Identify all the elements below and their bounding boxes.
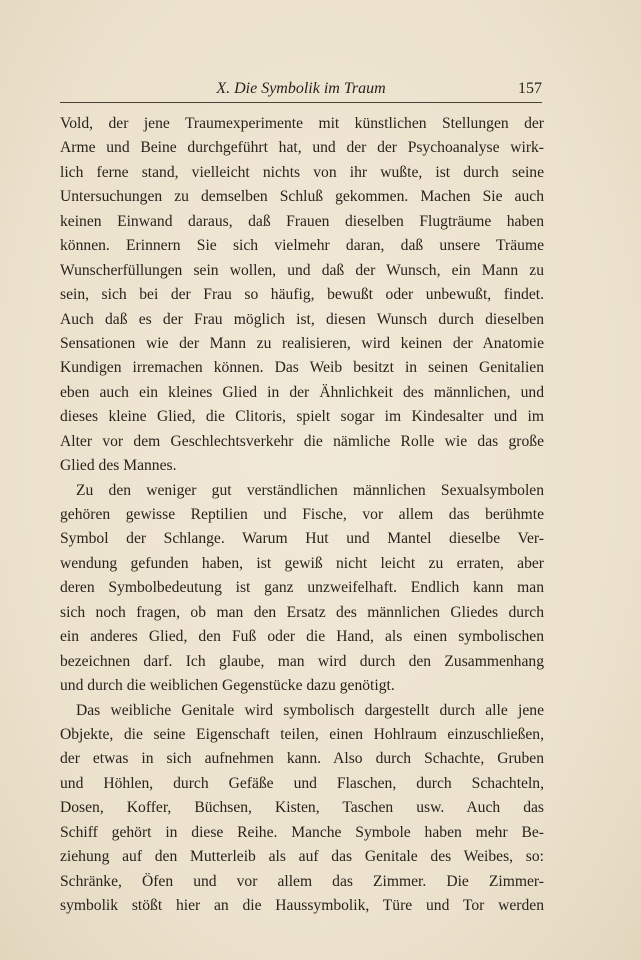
text-line: ziehung auf den Mutterleib als auf das Genitale des Weibes, so:	[60, 848, 544, 866]
text-line: ein anderes Glied, den Fuß oder die Hand, als einen symbolischen	[60, 628, 544, 646]
text-line: eben auch ein kleines Glied in der Ähnlichkeit des männlichen, und	[60, 383, 544, 401]
text-line: Untersuchungen zu demselben Schluß gekommen. Machen Sie auch	[60, 188, 544, 206]
text-line: dieses kleine Glied, die Clitoris, spielt sogar im Kindesalter und im	[60, 408, 544, 426]
body-text	[60, 112, 544, 918]
text-line: der etwas in sich aufnehmen kann. Also durch Schachte, Gruben	[60, 750, 544, 768]
text-line: sein, sich bei der Frau so häufig, bewußt oder unbewußt, findet.	[60, 286, 544, 304]
text-line: und Höhlen, durch Gefäße und Flaschen, durch Schachteln,	[60, 774, 544, 792]
text-line: Alter vor dem Geschlechtsverkehr die nämliche Rolle wie das große	[60, 432, 544, 450]
text-line: Objekte, die seine Eigenschaft teilen, einen Hohlraum einzuschließen,	[60, 725, 544, 743]
text-line: Symbol der Schlange. Warum Hut und Mantel dieselbe Ver-	[60, 530, 544, 548]
text-line: Kundigen irremachen können. Das Weib besitzt in seinen Genitalien	[60, 359, 544, 377]
text-line: können. Erinnern Sie sich vielmehr daran, daß unsere Träume	[60, 237, 544, 255]
text-line: wendung gefunden haben, ist gewiß nicht leicht zu erraten, aber	[60, 554, 544, 572]
text-line: Zu den weniger gut verständlichen männlichen Sexualsymbolen	[76, 481, 544, 499]
text-line: symbolik stößt hier an die Haussymbolik, Türe und Tor werden	[60, 897, 544, 914]
text-line: Sensationen wie der Mann zu realisieren, wird keinen der Anatomie	[60, 334, 544, 352]
running-header	[60, 76, 542, 103]
text-line: Arme und Beine durchgeführt hat, und der der Psychoanalyse wirk-	[60, 139, 544, 157]
text-line: gehören gewisse Reptilien und Fische, vor allem das berühmte	[60, 506, 544, 523]
text-line: Auch daß es der Frau möglich ist, diesen Wunsch durch dieselben	[60, 310, 544, 328]
text-line: Schiff gehört in diese Reihe. Manche Symbole haben mehr Be-	[60, 823, 544, 841]
text-line: Vold, der jene Traumexperimente mit künstlichen Stellungen der	[60, 115, 544, 132]
text-line: sich noch fragen, ob man den Ersatz des männlichen Gliedes durch	[60, 603, 544, 621]
text-line: keinen Einwand daraus, daß Frauen dieselben Flugträume haben	[60, 212, 544, 230]
page-number: 157	[518, 80, 542, 97]
text-line: Das weibliche Genitale wird symbolisch dargestellt durch alle jene	[76, 701, 544, 719]
running-title: X. Die Symbolik im Traum	[216, 80, 386, 97]
text-line: Schränke, Öfen und vor allem das Zimmer. Die Zimmer-	[60, 872, 544, 890]
text-line: bezeichnen darf. Ich glaube, man wird durch den Zusammenhang	[60, 652, 544, 670]
text-line: deren Symbolbedeutung ist ganz unzweifelhaft. Endlich kann man	[60, 579, 544, 597]
text-line: Dosen, Koffer, Büchsen, Kisten, Taschen usw. Auch das	[60, 799, 544, 817]
text-line: und durch die weiblichen Gegenstücke dazu genötigt.	[60, 677, 395, 695]
text-line: Wunscherfüllungen sein wollen, und daß der Wunsch, ein Mann zu	[60, 261, 544, 279]
text-line: lich ferne stand, vielleicht nichts von ihr wußte, ist durch seine	[60, 163, 544, 181]
text-line: Glied des Mannes.	[60, 457, 177, 475]
